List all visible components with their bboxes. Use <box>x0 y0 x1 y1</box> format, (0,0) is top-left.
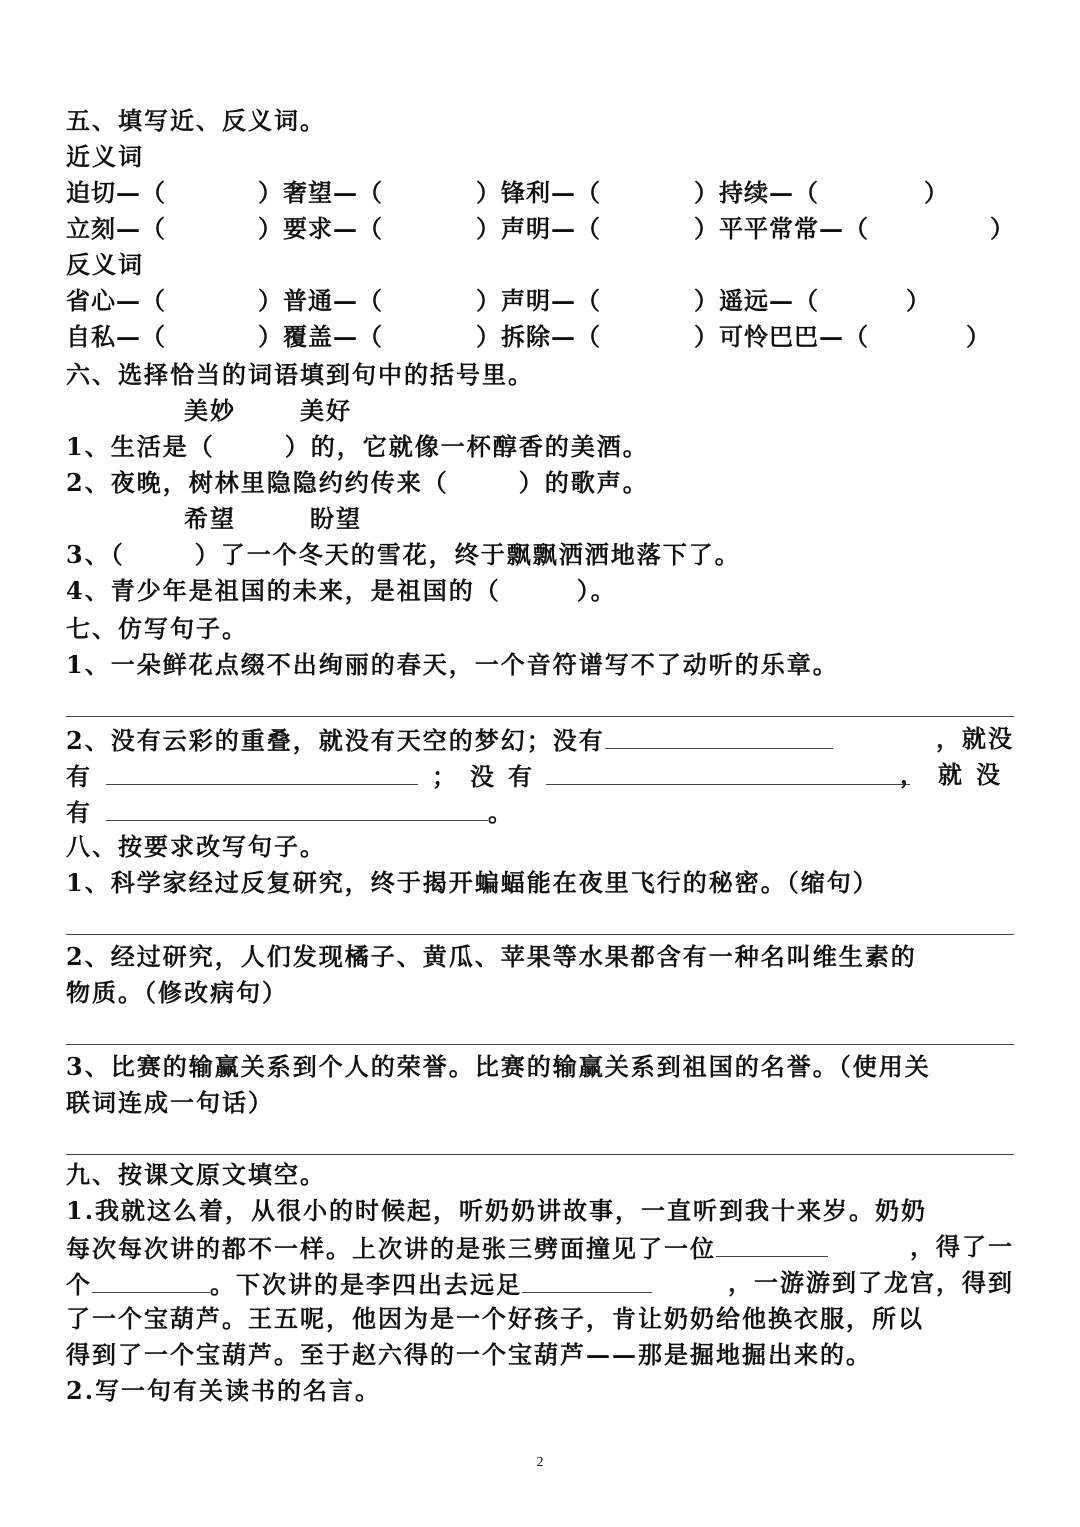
antonym-item: ）普通—（ <box>258 286 383 315</box>
question-text: ；没有 <box>432 762 546 791</box>
question-6-2 <box>66 466 649 500</box>
paren-close: ） <box>990 214 1015 243</box>
question-text: 3、（ <box>66 540 125 569</box>
question-8-3-line2: 联词连成一句话） <box>66 1088 274 1117</box>
question-6-1 <box>66 430 649 464</box>
antonym-item: ）遥远—（ <box>694 286 819 315</box>
antonym-item: ）覆盖—（ <box>258 322 383 351</box>
antonyms-row-2 <box>66 320 1014 354</box>
synonym-item: ）锋利—（ <box>476 178 601 207</box>
word-choice: 美妙 <box>184 396 236 425</box>
question-8-2-line1: 2、经过研究，人们发现橘子、黄瓜、苹果等水果都含有一种名叫维生素的 <box>66 942 917 971</box>
question-text: 4、青少年是祖国的未来，是祖国的（ <box>66 576 501 605</box>
passage-text: ，得了一 <box>910 1232 1014 1261</box>
section9-title: 九、按课文原文填空。 <box>66 1160 326 1189</box>
section6-title: 六、选择恰当的词语填到句中的括号里。 <box>66 360 534 389</box>
passage-text: 个 <box>66 1270 92 1299</box>
antonyms-row-1 <box>66 284 1014 318</box>
synonym-label: 近义词 <box>66 142 144 171</box>
question-7-2-line2 <box>66 758 1014 794</box>
word-choice: 美好 <box>300 396 352 425</box>
question-8-1: 1、科学家经过反复研究，终于揭开蝙蝠能在夜里飞行的秘密。（缩句） <box>66 868 879 897</box>
question-text: ）。 <box>576 576 617 605</box>
question-7-2-line3 <box>66 794 514 830</box>
antonym-item: ）可怜巴巴—（ <box>694 322 869 351</box>
passage-line: 了一个宝葫芦。王五呢，他因为是一个好孩子，肯让奶奶给他换衣服，所以 <box>66 1304 924 1333</box>
question-text: 1、生活是（ <box>66 432 215 461</box>
question-8-3-line1: 3、比赛的输赢关系到个人的荣誉。比赛的输赢关系到祖国的名誉。（使用关 <box>66 1052 931 1081</box>
question-text: 2、夜晚，树林里隐隐约约传来（ <box>66 468 449 497</box>
passage-line <box>66 1230 1014 1266</box>
question-text: 有 <box>66 762 90 791</box>
passage-line: 得到了一个宝葫芦。至于赵六得的一个宝葫芦——那是掘地掘出来的。 <box>66 1340 872 1369</box>
question-7-1: 1、一朵鲜花点缀不出绚丽的春天，一个音符谱写不了动听的乐章。 <box>66 650 839 679</box>
question-text: ，就没 <box>900 760 1014 789</box>
paren-close: ） <box>906 286 931 315</box>
question-text: ）的，它就像一杯醇香的美酒。 <box>284 432 649 461</box>
section5-title: 五、填写近、反义词。 <box>66 106 326 135</box>
synonyms-row-2 <box>66 212 1014 246</box>
question-9-2: 2.写一句有关读书的名言。 <box>66 1376 382 1405</box>
question-text: 。 <box>488 798 514 827</box>
antonym-item: ）声明—（ <box>476 286 601 315</box>
passage-text: 。下次讲的是李四出去远足 <box>210 1270 522 1299</box>
paren-close: ） <box>924 178 949 207</box>
answer-blank[interactable] <box>522 1266 652 1293</box>
section8-title: 八、按要求改写句子。 <box>66 832 326 861</box>
answer-blank[interactable] <box>106 794 488 821</box>
synonym-item: ）声明—（ <box>476 214 601 243</box>
answer-line[interactable] <box>66 934 1014 935</box>
antonym-item: 省心—（ <box>66 286 166 315</box>
antonym-label: 反义词 <box>66 250 144 279</box>
answer-blank[interactable] <box>92 1266 210 1293</box>
answer-blank[interactable] <box>546 758 910 785</box>
synonym-item: ）持续—（ <box>694 178 819 207</box>
synonym-item: ）平平常常—（ <box>694 214 869 243</box>
answer-line[interactable] <box>66 1044 1014 1045</box>
synonym-item: ）奢望—（ <box>258 178 383 207</box>
synonyms-row-1 <box>66 176 1014 210</box>
question-text: ）的歌声。 <box>518 468 649 497</box>
antonym-item: 自私—（ <box>66 322 166 351</box>
section7-title: 七、仿写句子。 <box>66 614 248 643</box>
antonym-item: ）拆除—（ <box>476 322 601 351</box>
passage-text: 每次每次讲的都不一样。上次讲的是张三劈面撞见了一位 <box>66 1234 716 1263</box>
answer-line[interactable] <box>66 1154 1014 1155</box>
answer-blank[interactable] <box>716 1230 828 1257</box>
word-choice: 希望 <box>184 504 236 533</box>
question-text: ，就没 <box>936 724 1014 753</box>
question-8-2-line2: 物质。（修改病句） <box>66 978 288 1007</box>
answer-blank[interactable] <box>106 758 418 785</box>
synonym-item: ）要求—（ <box>258 214 383 243</box>
passage-line <box>66 1266 1014 1302</box>
word-choice: 盼望 <box>310 504 362 533</box>
question-6-3 <box>66 538 741 572</box>
question-7-2-line1 <box>66 722 1014 758</box>
synonym-item: 迫切—（ <box>66 178 166 207</box>
question-6-4 <box>66 574 617 608</box>
synonym-item: 立刻—（ <box>66 214 166 243</box>
passage-line: 1.我就这么着，从很小的时候起，听奶奶讲故事，一直听到我十来岁。奶奶 <box>66 1196 928 1225</box>
question-text: 有 <box>66 798 92 827</box>
passage-text: ，一游游到了龙宫，得到 <box>728 1268 1014 1297</box>
answer-blank[interactable] <box>605 722 833 749</box>
question-text: ）了一个冬天的雪花，终于飘飘洒洒地落下了。 <box>194 540 741 569</box>
page-number: 2 <box>536 1455 544 1470</box>
question-text: 2、没有云彩的重叠，就没有天空的梦幻；没有 <box>66 726 605 755</box>
answer-line[interactable] <box>66 716 1014 717</box>
paren-close: ） <box>966 322 991 351</box>
